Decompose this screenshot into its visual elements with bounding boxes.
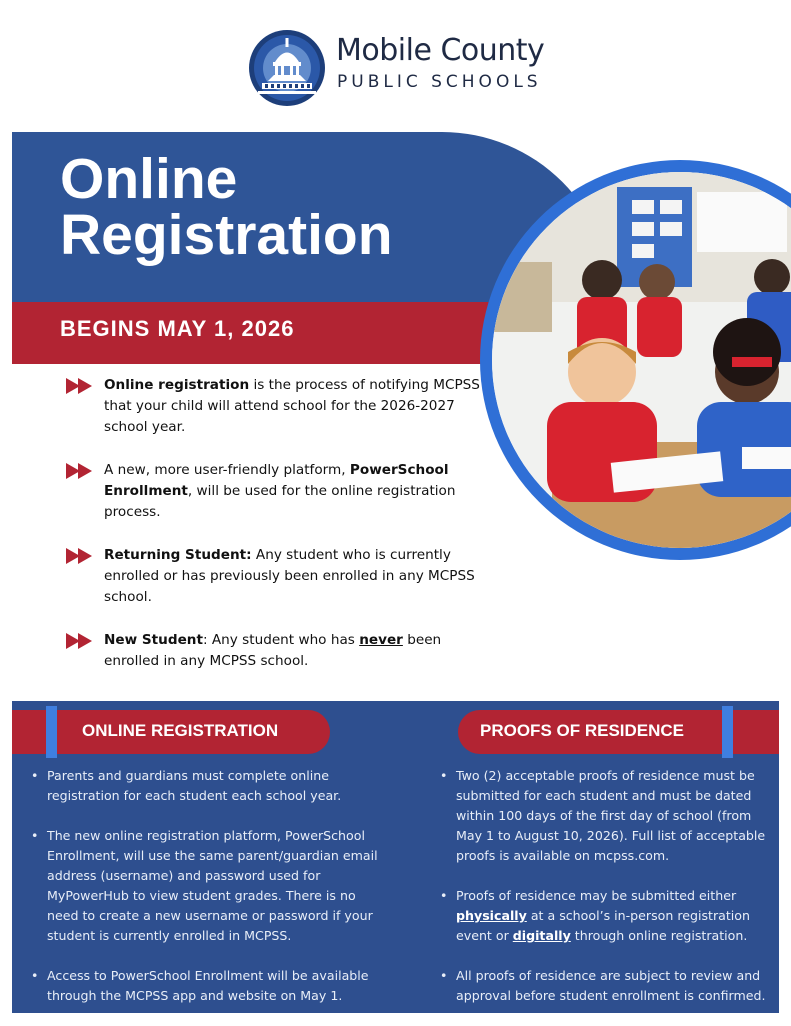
online-registration-heading: ONLINE REGISTRATION	[82, 721, 279, 740]
physically-emphasis: physically	[456, 908, 527, 923]
bullet-3-bold: Returning Student:	[104, 547, 252, 563]
accent-stripe	[46, 706, 57, 758]
bullet-1-text: is the process of notifying MCPSS that your child will attend school for the 2026-2027 school year.	[104, 377, 480, 435]
bullet-new-platform	[66, 460, 486, 523]
proofs-of-residence-heading: PROOFS OF RESIDENCE	[480, 721, 685, 740]
item2-mid: at a school’s in-person registration event or	[456, 908, 750, 943]
list-item: • All proofs of residence are subject to review and approval before student enrollment is confirmed.	[437, 966, 772, 1006]
info-bullets	[66, 375, 486, 694]
header	[0, 0, 791, 125]
proofs-of-residence-list	[437, 766, 772, 1026]
bullet-4-mid: : Any student who has	[202, 632, 360, 648]
bullet-3-text: Any student who is currently enrolled or has previously been enrolled in any MCPSS school.	[104, 547, 475, 605]
item2-pre: Proofs of residence may be submitted either	[456, 888, 737, 903]
double-arrow-icon	[66, 463, 94, 479]
online-registration-list	[28, 766, 388, 1026]
digitally-emphasis: digitally	[512, 928, 571, 943]
double-arrow-icon	[66, 548, 94, 564]
bullet-2-bold: PowerSchool Enrollment	[104, 462, 449, 499]
double-arrow-icon	[66, 378, 94, 394]
page-title	[60, 147, 393, 267]
capitol-dome-seal-icon	[248, 29, 326, 107]
list-item: • The new online registration platform, PowerSchool Enrollment, will use the same parent/guardian email address (username) and password used for MyPowerHub to view student grades. There is no need to create a new username or password if your student is currently enrolled in MCPSS.	[28, 826, 388, 946]
bullet-4-post: been enrolled in any MCPSS school.	[104, 632, 442, 669]
list-item: • Access to PowerSchool Enrollment will be available through the MCPSS app and website on May 1.	[28, 966, 388, 1006]
list-item: • Parents and guardians must complete online registration for each student each school year.	[28, 766, 388, 806]
bullet-2-pre: A new, more user-friendly platform,	[104, 462, 350, 478]
accent-stripe	[722, 706, 733, 758]
bullet-online-registration	[66, 375, 486, 438]
title-line-2: Registration	[60, 203, 393, 267]
bullet-new-student	[66, 630, 486, 672]
logo-name: Mobile County	[336, 33, 545, 68]
list-item: • Two (2) acceptable proofs of residence must be submitted for each student and must be dated within 100 days of the first day of school (from May 1 to August 10, 2026). Full list of acceptable proofs is available on mcpss.com.	[437, 766, 772, 866]
bullet-4-underline: never	[359, 632, 403, 648]
title-line-1: Online	[60, 147, 238, 211]
date-banner-text: BEGINS MAY 1, 2026	[60, 316, 295, 341]
item2-post: through online registration.	[570, 928, 748, 943]
logo-subtitle: PUBLIC SCHOOLS	[337, 72, 542, 92]
double-arrow-icon	[66, 633, 94, 649]
bullet-1-bold: Online registration	[104, 377, 250, 393]
list-item	[437, 886, 772, 946]
bullet-2-post: , will be used for the online registration process.	[104, 483, 456, 520]
bullet-4-bold: New Student	[104, 632, 203, 648]
bullet-returning-student	[66, 545, 486, 608]
